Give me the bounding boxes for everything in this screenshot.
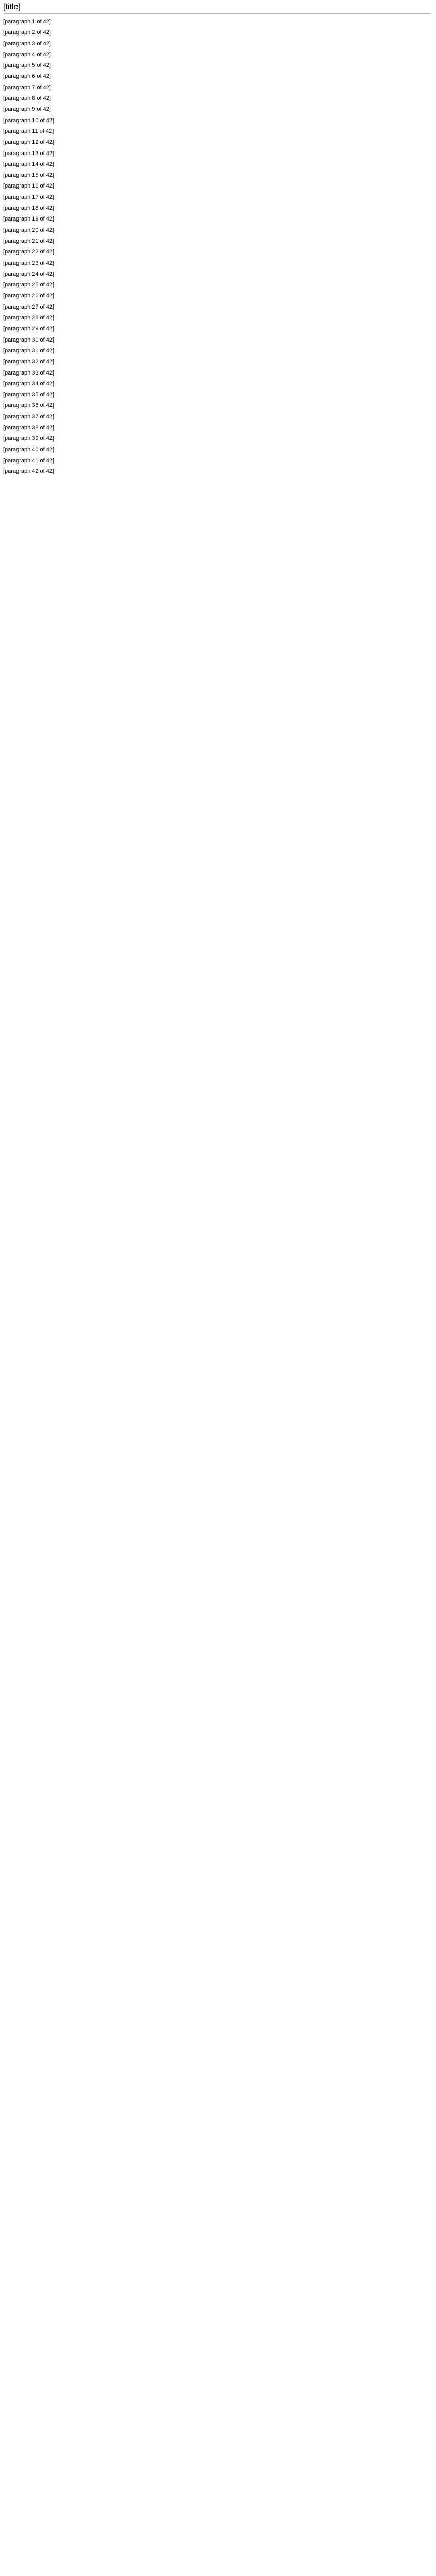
- article-paragraph: [paragraph 18 of 42]: [3, 205, 55, 212]
- article-paragraph: [paragraph 5 of 42]: [3, 62, 51, 69]
- article-paragraph: [paragraph 42 of 42]: [3, 468, 55, 475]
- article-paragraph: [paragraph 15 of 42]: [3, 172, 55, 179]
- article-paragraph: [paragraph 2 of 42]: [3, 29, 51, 36]
- article-paragraph: [paragraph 24 of 42]: [3, 270, 55, 277]
- article-paragraph: [paragraph 31 of 42]: [3, 347, 55, 354]
- article-paragraph: [paragraph 21 of 42]: [3, 238, 55, 244]
- article-paragraph: [paragraph 32 of 42]: [3, 359, 55, 365]
- article-paragraph: [paragraph 34 of 42]: [3, 380, 55, 387]
- article-paragraph: [paragraph 33 of 42]: [3, 369, 55, 376]
- article-paragraph: [paragraph 22 of 42]: [3, 249, 55, 256]
- article-paragraph: [paragraph 17 of 42]: [3, 194, 55, 200]
- article-paragraph: [paragraph 35 of 42]: [3, 392, 55, 398]
- article-paragraph: [paragraph 23 of 42]: [3, 260, 55, 266]
- article-paragraph: [paragraph 3 of 42]: [3, 40, 51, 47]
- article-paragraph: [paragraph 36 of 42]: [3, 402, 55, 409]
- article-paragraph: [paragraph 11 of 42]: [3, 128, 54, 134]
- article-body: [3, 18, 431, 476]
- article-paragraph: [paragraph 41 of 42]: [3, 457, 55, 464]
- article-paragraph: [paragraph 10 of 42]: [3, 117, 55, 124]
- article-paragraph: [paragraph 38 of 42]: [3, 424, 55, 431]
- article-paragraph: [paragraph 19 of 42]: [3, 216, 55, 223]
- article-paragraph: [paragraph 6 of 42]: [3, 73, 51, 80]
- article-paragraph: [paragraph 16 of 42]: [3, 183, 55, 190]
- article-paragraph: [paragraph 28 of 42]: [3, 315, 55, 321]
- article-paragraph: [paragraph 37 of 42]: [3, 413, 55, 420]
- article-paragraph: [paragraph 13 of 42]: [3, 150, 55, 157]
- article-paragraph: [paragraph 12 of 42]: [3, 139, 55, 146]
- article-paragraph: [paragraph 9 of 42]: [3, 106, 51, 113]
- article-paragraph: [paragraph 29 of 42]: [3, 326, 55, 332]
- article-paragraph: [paragraph 25 of 42]: [3, 282, 55, 289]
- article-paragraph: [paragraph 8 of 42]: [3, 95, 51, 102]
- article-title: [title]: [3, 2, 431, 14]
- article-paragraph: [paragraph 40 of 42]: [3, 446, 55, 453]
- article-paragraph: [paragraph 4 of 42]: [3, 51, 51, 58]
- article-paragraph: [paragraph 26 of 42]: [3, 293, 55, 299]
- article-paragraph: [paragraph 27 of 42]: [3, 303, 55, 310]
- article-paragraph: [paragraph 20 of 42]: [3, 227, 55, 233]
- article-paragraph: [paragraph 30 of 42]: [3, 336, 55, 343]
- article-paragraph: [paragraph 39 of 42]: [3, 435, 55, 442]
- article-paragraph: [paragraph 14 of 42]: [3, 161, 55, 167]
- article-paragraph: [paragraph 1 of 42]: [3, 19, 51, 25]
- article-paragraph: [paragraph 7 of 42]: [3, 84, 51, 91]
